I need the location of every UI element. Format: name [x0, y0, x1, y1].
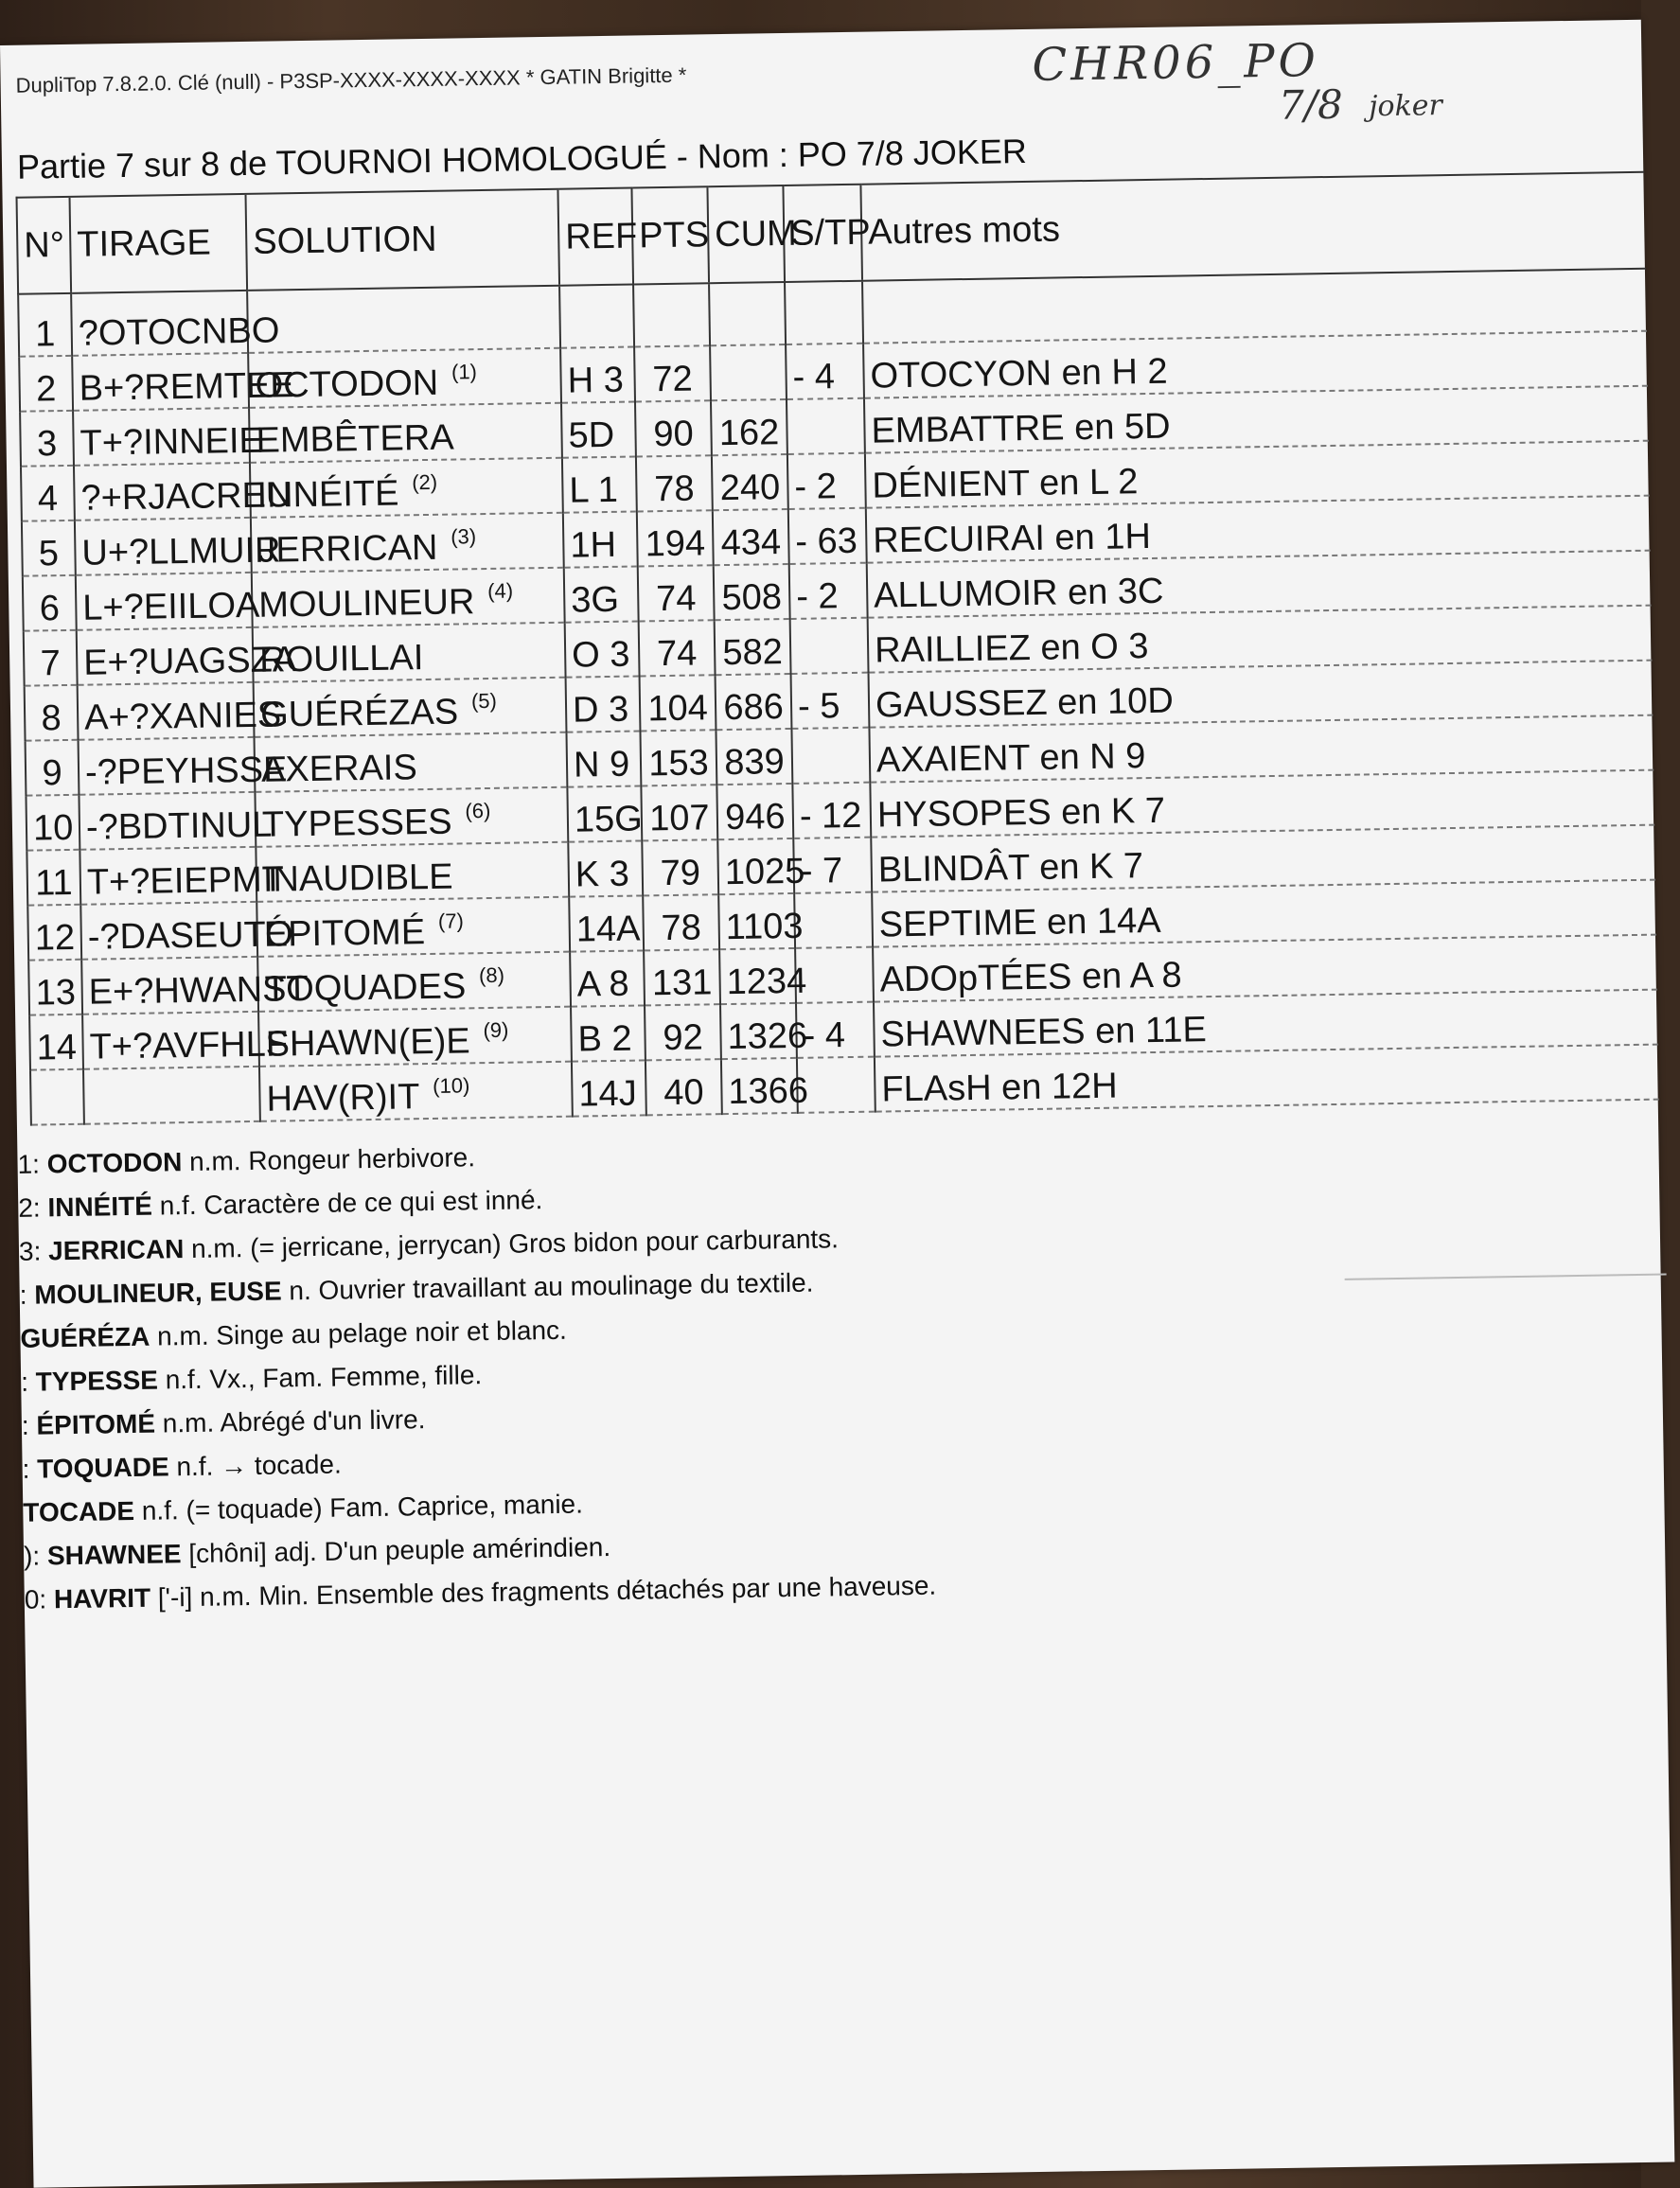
cell-tirage	[77, 627, 297, 685]
cell-ref-text: D 3	[572, 689, 629, 731]
definition-word: MOULINEUR, EUSE	[34, 1276, 282, 1310]
cell-solution-text: INAUDIBLE	[262, 856, 453, 900]
cell-solution-text: INNÉITÉ	[256, 473, 399, 516]
cell-n-text: 9	[42, 753, 62, 794]
footnote-marker: (2)	[412, 469, 438, 495]
definition-rest: n.f. Caractère de ce qui est inné.	[151, 1185, 543, 1221]
cell-ref-text: N 9	[573, 744, 630, 785]
cell-autres-text: EMBATTRE en 5D	[871, 406, 1171, 451]
cell-stp	[793, 838, 872, 893]
definition-rest: n.m. Rongeur herbivore.	[182, 1142, 476, 1177]
cell-solution	[259, 1062, 573, 1121]
footnote-marker: (10)	[432, 1073, 470, 1098]
paper-fold-line	[1345, 1274, 1667, 1288]
cell-solution-text: HAV(R)IT	[266, 1077, 420, 1120]
cell-ref	[563, 511, 638, 567]
cell-cum-text: 1366	[728, 1070, 809, 1113]
cell-stp	[790, 618, 869, 674]
cell-cum-text: 582	[722, 632, 784, 674]
cell-stp	[785, 281, 863, 344]
cell-pts-text: 40	[663, 1072, 704, 1114]
cell-autres-text: SHAWNEES en 11E	[880, 1010, 1208, 1055]
definition-word: HAVRIT	[53, 1582, 151, 1615]
cell-ref	[559, 285, 634, 348]
definition-word: ÉPITOMÉ	[36, 1408, 156, 1440]
cell-autres-text: OTOCYON en H 2	[870, 351, 1168, 397]
definition-rest: n.m. Abrégé d'un livre.	[154, 1404, 426, 1438]
cell-pts	[638, 565, 715, 621]
col-header-autres: Autres mots	[860, 172, 1646, 281]
cell-solution-text: SHAWN(E)E	[265, 1021, 470, 1065]
cell-ref-text: 1H	[570, 524, 617, 566]
definition-prefix: 0:	[24, 1584, 55, 1615]
cell-cum-text: 839	[723, 742, 786, 784]
cell-n	[27, 850, 80, 906]
cell-solution	[256, 842, 569, 902]
cell-ref	[568, 840, 643, 896]
cell-stp-text: - 4	[803, 1015, 846, 1056]
cell-tirage-text: A+?XANIES	[83, 695, 282, 738]
cell-cum-text: 434	[720, 522, 782, 564]
cell-solution-text: ROUILLAI	[258, 638, 424, 680]
cell-solution-text: MOULINEUR	[257, 582, 475, 626]
cell-tirage-text: ?+RJACREU	[80, 475, 292, 519]
cell-n	[29, 1015, 83, 1070]
cell-autres	[875, 1045, 1659, 1112]
cell-cum	[710, 344, 787, 400]
cell-n	[20, 411, 74, 467]
cell-solution-text: EMBÊTERA	[256, 417, 454, 461]
cell-pts	[639, 620, 716, 676]
cell-stp-text: - 12	[799, 795, 862, 837]
definition-word: SHAWNEE	[46, 1539, 182, 1571]
cell-autres-text: RECUIRAI en 1H	[873, 516, 1152, 561]
cell-autres-text: BLINDÂT en K 7	[877, 846, 1144, 891]
cell-pts-text: 92	[663, 1017, 704, 1059]
cell-cum	[721, 1058, 809, 1114]
cell-n	[26, 740, 80, 796]
definitions-list	[17, 1129, 936, 1622]
cell-n-text: 4	[37, 479, 59, 520]
cell-tirage	[80, 847, 285, 905]
cell-ref	[562, 456, 637, 512]
cell-cum	[713, 509, 789, 565]
cell-tirage	[76, 573, 260, 630]
col-header-tirage: TIRAGE	[70, 194, 248, 293]
cell-ref-text: 14A	[575, 909, 641, 950]
cell-tirage-text: U+?LLMUIR	[81, 530, 281, 573]
cell-stp	[796, 1002, 875, 1058]
cell-tirage	[79, 792, 273, 850]
cell-n-text: 11	[34, 862, 73, 904]
footnote-marker: (9)	[483, 1017, 509, 1043]
cell-solution	[252, 568, 565, 627]
cell-cum-text: 162	[718, 413, 780, 454]
cell-tirage	[72, 353, 295, 411]
cell-solution-text: OCTODON	[255, 362, 439, 406]
cell-stp	[794, 892, 873, 948]
footnote-marker: (3)	[451, 524, 477, 549]
cell-solution	[257, 952, 571, 1012]
cell-pts	[644, 949, 720, 1005]
cell-n	[30, 1069, 84, 1125]
cell-solution-text: AXERAIS	[260, 748, 418, 790]
cell-tirage	[71, 291, 280, 356]
cell-stp	[787, 453, 866, 509]
cell-tirage	[74, 463, 292, 521]
definition-rest: [chôni] adj. D'un peuple amérindien.	[181, 1532, 611, 1569]
cell-ref-text: K 3	[575, 854, 630, 895]
cell-solution	[256, 897, 570, 957]
definition-word: TOCADE	[23, 1495, 135, 1527]
cell-solution	[247, 286, 560, 353]
footnote-marker: (7)	[437, 909, 465, 933]
cell-tirage-text: T+?INNEIE	[80, 420, 264, 464]
cell-tirage	[73, 408, 264, 466]
col-header-pts: PTS	[631, 186, 709, 284]
cell-cum	[715, 619, 791, 675]
col-header-ref: REF	[557, 188, 633, 286]
cell-solution	[251, 513, 564, 573]
cell-n-text: 8	[41, 698, 62, 739]
cell-autres-text: ADOpTÉES en A 8	[879, 955, 1182, 1000]
cell-pts-text: 153	[647, 743, 710, 785]
cell-stp	[797, 1057, 875, 1113]
definition-prefix: :	[19, 1279, 35, 1310]
cell-pts	[645, 1059, 722, 1115]
cell-n	[27, 905, 81, 961]
cell-pts-text: 104	[647, 688, 709, 730]
cell-pts	[643, 894, 719, 950]
cell-cum-text: 686	[723, 687, 785, 729]
cell-ref-text: O 3	[571, 634, 630, 676]
cell-tirage	[83, 1067, 260, 1124]
cell-solution	[253, 623, 566, 682]
cell-n-text: 6	[39, 589, 61, 629]
handwritten-note-2: 7/8	[1278, 80, 1344, 129]
cell-ref	[565, 621, 640, 677]
cell-ref	[566, 731, 641, 786]
definition-rest: n.f. Vx., Fam. Femme, fille.	[157, 1360, 483, 1395]
cell-n	[23, 575, 77, 631]
cell-pts	[640, 675, 716, 731]
cell-solution-text	[254, 311, 255, 351]
cell-solution-text: TOQUADES	[264, 966, 467, 1010]
cell-pts	[642, 839, 718, 895]
cell-cum	[716, 674, 792, 730]
col-header-cum: CUM	[707, 185, 785, 283]
cell-ref	[561, 402, 636, 458]
definition-word: TOQUADE	[36, 1452, 169, 1484]
cell-solution	[254, 678, 567, 737]
cell-ref-text: 5D	[568, 415, 615, 456]
cell-n	[18, 293, 72, 357]
cell-tirage	[78, 682, 282, 740]
cell-solution-text: TYPESSES	[261, 802, 452, 845]
cell-ref	[567, 785, 642, 841]
cell-autres-text: GAUSSEZ en 10D	[875, 680, 1175, 726]
cell-ref	[572, 1060, 646, 1116]
cell-pts	[633, 283, 710, 346]
definition-rest: n. Ouvrier travaillant au moulinage du textile.	[281, 1267, 814, 1306]
col-header-solution: SOLUTION	[245, 189, 559, 291]
cell-n	[26, 795, 80, 851]
cell-solution	[255, 732, 568, 792]
cell-pts	[645, 1004, 721, 1060]
cell-cum	[718, 893, 804, 949]
cell-pts	[640, 730, 716, 785]
cell-tirage-text: B+?REMTEE	[79, 365, 295, 409]
cell-tirage-text: -?BDTINUL	[85, 804, 273, 848]
cell-n-text: 10	[32, 807, 74, 849]
cell-cum-text: 240	[719, 468, 781, 509]
cell-stp-text: - 2	[795, 576, 839, 617]
definition-word: INNÉITÉ	[47, 1191, 153, 1223]
definition-rest: ['-i] n.m. Min. Ensemble des fragments détachés par une haveuse.	[150, 1570, 937, 1613]
cell-ref-text: 14J	[578, 1073, 638, 1115]
cell-stp	[792, 783, 871, 838]
cell-stp	[786, 344, 864, 399]
cell-stp	[789, 563, 868, 619]
cell-n-text: 7	[40, 644, 62, 684]
cell-n	[22, 521, 76, 576]
cell-solution	[255, 787, 568, 847]
cell-cum-text: 1103	[725, 906, 804, 948]
footnote-marker: (8)	[478, 962, 505, 988]
definition-prefix: ):	[23, 1541, 48, 1571]
definition-prefix: :	[21, 1410, 37, 1440]
cell-n	[28, 960, 82, 1015]
cell-cum	[711, 399, 787, 455]
cell-n-text: 12	[34, 917, 76, 959]
cell-autres-text: AXAIENT en N 9	[875, 736, 1146, 781]
definition-prefix: 3:	[18, 1236, 49, 1266]
cell-cum	[719, 948, 807, 1004]
cell-n-text: 3	[36, 424, 58, 465]
cell-stp	[791, 673, 870, 729]
definition-prefix: :	[22, 1454, 38, 1484]
cell-tirage-text: E+?UAGSZA	[82, 640, 297, 683]
cell-stp	[795, 947, 874, 1003]
cell-ref	[564, 566, 639, 622]
cell-stp	[788, 508, 867, 564]
definition-word: GUÉRÉZA	[20, 1321, 150, 1353]
cell-stp-text: - 4	[792, 357, 836, 397]
cell-cum-text: 1326	[727, 1015, 808, 1058]
cell-pts	[634, 345, 711, 401]
definition-word: OCTODON	[46, 1147, 183, 1179]
cell-ref-text: 15G	[574, 799, 644, 840]
cell-cum-text: 1234	[726, 961, 807, 1003]
results-table	[16, 171, 1659, 1126]
cell-pts-text: 131	[651, 962, 713, 1004]
cell-n-text: 2	[35, 369, 57, 410]
cell-solution	[258, 1007, 572, 1067]
col-header-stp: S/TP	[783, 185, 862, 282]
cell-tirage-text: ?OTOCNBO	[78, 310, 280, 354]
cell-cum	[714, 564, 790, 620]
cell-pts	[636, 455, 713, 511]
cell-tirage	[75, 518, 281, 575]
cell-cum	[720, 1003, 808, 1059]
definition-rest: n.m. Singe au pelage noir et blanc.	[150, 1315, 568, 1351]
cell-autres-text: DÉNIENT en L 2	[872, 462, 1139, 506]
cell-ref	[569, 895, 644, 951]
cell-ref	[570, 950, 645, 1006]
cell-cum	[716, 729, 792, 785]
footnote-marker: (1)	[451, 360, 478, 384]
cell-pts-text: 74	[656, 633, 698, 675]
handwritten-note-3: joker	[1368, 89, 1443, 124]
definition-rest: n.f. → tocade.	[168, 1449, 343, 1482]
cell-tirage	[82, 1012, 289, 1069]
cell-pts-text: 107	[648, 798, 710, 839]
cell-cum	[716, 784, 793, 839]
cell-stp-text: - 2	[794, 467, 838, 507]
cell-stp-text: - 63	[795, 521, 858, 562]
software-header: DupliTop 7.8.2.0. Clé (null) - P3SP-XXXX-XXXX-XXXX * GATIN Brigitte *	[15, 62, 687, 97]
definition-prefix: :	[20, 1367, 36, 1397]
cell-n-text: 13	[35, 972, 77, 1014]
handwritten-note-1: CHR06_PO	[1032, 34, 1320, 92]
cell-cum-text: 508	[721, 577, 783, 619]
cell-solution-text: JERRICAN	[257, 527, 438, 571]
cell-tirage-text: T+?AVFHLF	[89, 1024, 289, 1068]
cell-ref	[571, 1005, 645, 1061]
cell-tirage-text: -?DASEUTO	[87, 914, 293, 958]
footnote-marker: (5)	[470, 688, 498, 714]
definition-prefix: 1:	[17, 1149, 47, 1179]
definition-rest: n.f. (= toquade) Fam. Caprice, manie.	[133, 1489, 584, 1526]
cell-ref-text: B 2	[577, 1018, 632, 1060]
cell-ref-text: H 3	[567, 360, 625, 401]
cell-pts-text: 90	[653, 414, 695, 455]
cell-solution	[250, 458, 563, 518]
cell-pts	[641, 785, 717, 840]
cell-n-text: 14	[36, 1027, 78, 1068]
cell-n	[19, 356, 73, 412]
cell-tirage-text: E+?HWANST	[88, 969, 309, 1013]
cell-tirage	[79, 737, 288, 795]
cell-tirage-text: T+?EIEPMT	[86, 859, 285, 903]
cell-n-text: 5	[38, 534, 60, 574]
cell-solution-text: GUÉRÉZAS	[259, 692, 459, 735]
game-title: Partie 7 sur 8 de TOURNOI HOMOLOGUÉ - Nom : PO 7/8 JOKER	[16, 131, 1028, 186]
cell-pts-text: 194	[645, 523, 706, 565]
cell-pts-text: 74	[655, 578, 697, 620]
cell-solution	[249, 403, 562, 463]
cell-n	[24, 630, 78, 686]
cell-ref-text: 3G	[570, 579, 620, 621]
cell-cum	[712, 454, 788, 510]
definition-rest: n.m. (= jerricane, jerrycan) Gros bidon pour carburants.	[184, 1224, 840, 1264]
cell-pts	[637, 510, 714, 566]
cell-autres-text: HYSOPES en K 7	[876, 790, 1166, 836]
cell-ref	[566, 676, 641, 732]
cell-ref-text: A 8	[576, 963, 629, 1005]
cell-autres-text: RAILLIEZ en O 3	[874, 626, 1149, 671]
cell-cum-text: 1025	[724, 851, 805, 893]
cell-cum	[709, 282, 786, 345]
score-sheet	[0, 20, 1674, 2188]
cell-autres-text: ALLUMOIR en 3C	[873, 571, 1164, 616]
cell-stp	[787, 398, 865, 454]
cell-solution	[248, 348, 561, 408]
col-header-num: N°	[17, 197, 72, 294]
definition-word: JERRICAN	[47, 1234, 185, 1266]
cell-ref-text: L 1	[569, 469, 619, 511]
cell-autres-text: FLAsH en 12H	[881, 1066, 1118, 1110]
cell-tirage-text: -?PEYHSSE	[84, 750, 288, 793]
definition-prefix: 2:	[18, 1192, 48, 1223]
cell-pts-text: 79	[660, 853, 701, 894]
cell-pts-text: 78	[661, 908, 702, 949]
cell-pts	[635, 400, 712, 456]
cell-tirage	[80, 902, 293, 960]
cell-stp	[791, 728, 870, 784]
definition-word: TYPESSE	[35, 1365, 159, 1397]
cell-n	[21, 466, 75, 521]
cell-tirage-text: L+?EIILOA	[82, 585, 260, 628]
cell-n-text: 1	[34, 314, 56, 355]
cell-n	[25, 685, 79, 741]
cell-pts-text: 72	[652, 359, 694, 400]
cell-solution-text: ÉPITOMÉ	[263, 912, 426, 955]
cell-cum-text: 946	[724, 797, 786, 838]
cell-stp-text: - 7	[800, 851, 843, 891]
footnote-marker: (6)	[465, 798, 491, 823]
footnote-marker: (4)	[486, 578, 514, 603]
cell-cum	[717, 838, 805, 894]
cell-autres-text: SEPTIME en 14A	[878, 900, 1161, 945]
cell-stp-text: - 5	[797, 686, 840, 727]
cell-pts-text: 78	[653, 468, 695, 510]
cell-ref	[560, 347, 635, 403]
cell-tirage	[81, 957, 309, 1015]
